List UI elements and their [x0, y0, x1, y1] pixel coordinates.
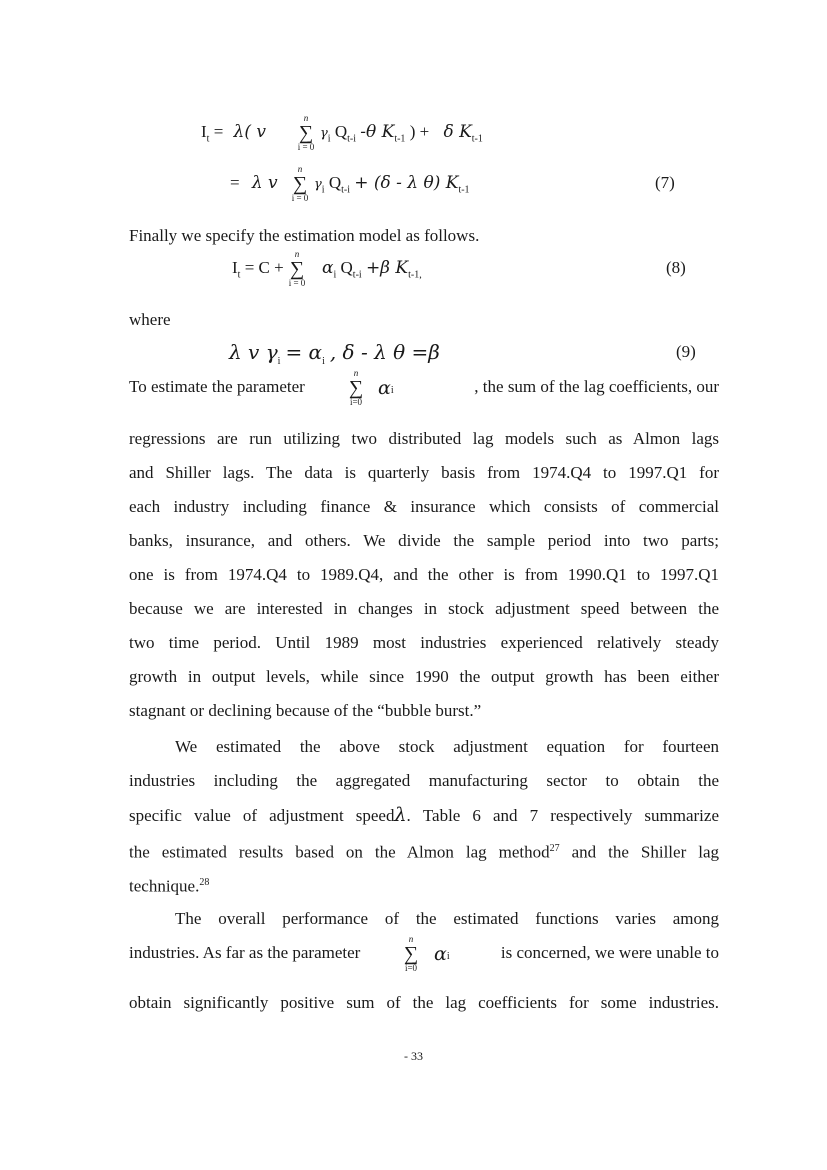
eq6-part3-sub: t-i — [347, 133, 356, 145]
eq9-part1-sub: i — [277, 356, 281, 367]
equation-6-line-1-rest — [320, 122, 483, 144]
para3-sum-symbol: ∑ — [403, 943, 419, 965]
para1-line: each industry including finance & insurance which consists of commercial — [129, 497, 719, 516]
para1-summation — [347, 369, 365, 407]
eq6-part5: ) + — [409, 122, 430, 141]
equation-9 — [229, 340, 440, 367]
para1-line: stagnant or declining because of the “bubble burst.” — [129, 701, 482, 720]
eq7-sum-top: n — [297, 164, 303, 174]
paragraph-1 — [129, 422, 719, 728]
eq8-lhs: I — [232, 258, 238, 277]
eq9-part1: λ v γ — [229, 340, 278, 364]
footnote-28: 28 — [199, 877, 210, 888]
eq8-part2-sub: i — [333, 269, 337, 281]
eq7-equals: = — [230, 173, 240, 192]
eq9-part2-sub: i — [322, 356, 325, 367]
eq6-part2-sub: i — [327, 133, 331, 145]
paragraph-2 — [129, 730, 719, 900]
equation-8-number: (8) — [666, 258, 686, 277]
eq7-part4: + (δ - λ θ) K — [354, 173, 459, 193]
eq6-part2: γ — [320, 126, 328, 141]
equation-7 — [230, 173, 278, 193]
para1-line: two time period. Until 1989 most industries experienced relatively steady — [129, 633, 719, 652]
para3-line-3: obtain significantly positive sum of the lag coefficients for some industries. — [129, 993, 719, 1012]
eq6-part3: Q — [334, 122, 348, 141]
para2-line-4 — [129, 832, 719, 866]
para1-line: and Shiller lags. The data is quarterly basis from 1974.Q4 to 1997.Q1 for — [129, 463, 719, 482]
eq6-sum-symbol: ∑ — [298, 122, 314, 144]
eq8-part3: Q — [340, 258, 353, 277]
eq8-part1: = C + — [244, 258, 284, 277]
para2-line-4a: the estimated results based on the Almon lag method — [129, 842, 550, 862]
para2-line-3b: . Table 6 and 7 respectively summarize — [406, 806, 719, 825]
equation-7-number: (7) — [655, 173, 675, 192]
para1-line: because we are interested in changes in stock adjustment speed between the — [129, 599, 719, 618]
para2-line-5 — [129, 866, 719, 900]
eq6-sum-top: n — [303, 113, 309, 123]
footnote-27: 27 — [549, 843, 560, 854]
eq7-summation — [291, 165, 309, 203]
para3-sum-bottom: i=0 — [404, 963, 418, 973]
para1-alpha-sub: i — [390, 385, 394, 396]
eq8-sum-bottom: i = 0 — [288, 278, 306, 288]
eq8-part3-sub: t-i — [352, 269, 362, 281]
para3-summation — [402, 935, 420, 973]
para2-line-3 — [129, 798, 719, 832]
eq7-part2-sub: i — [321, 184, 325, 196]
text-where: where — [129, 310, 171, 329]
eq6-part4-sub: t-1 — [394, 133, 406, 145]
paragraph-3 — [129, 902, 719, 936]
para3-line-2-rest — [434, 943, 719, 965]
eq6-part6: δ K — [443, 122, 472, 142]
para1-sum-symbol: ∑ — [348, 377, 364, 399]
eq6-sum-bottom: i = 0 — [297, 142, 315, 152]
eq8-part2: α — [322, 258, 334, 278]
eq8-part4-sub: t-1, — [408, 269, 422, 281]
para2-line-4b: and the Shiller lag — [559, 842, 719, 862]
para1-sum-bottom: i=0 — [349, 397, 363, 407]
para3-alpha-sub: i — [446, 951, 450, 962]
para3-alpha: α — [434, 943, 447, 965]
para3-sum-top: n — [408, 934, 414, 944]
equation-8-rest — [322, 258, 422, 280]
eq8-lhs-sub: t — [237, 269, 241, 281]
paragraph-3-end — [129, 986, 719, 1020]
para2-lambda: λ — [394, 804, 407, 826]
para3-line-2b: is concerned, we were unable to — [500, 943, 719, 962]
para1-line-1b — [378, 377, 719, 399]
page-number: - 33 — [404, 1049, 423, 1063]
text-finally: Finally we specify the estimation model as follows. — [129, 226, 480, 245]
equation-6-line-1 — [201, 122, 266, 144]
equation-7-rest — [314, 173, 470, 195]
eq8-part4: +β K — [365, 258, 409, 278]
equation-9-number: (9) — [676, 342, 696, 361]
eq8-sum-top: n — [294, 249, 300, 259]
para1-line-1-rest: , the sum of the lag coefficients, our — [474, 377, 719, 396]
eq6-summation — [297, 114, 315, 152]
equation-8 — [232, 258, 284, 280]
eq6-lhs: I — [201, 122, 207, 141]
para2-line-1: We estimated the above stock adjustment equation for fourteen — [175, 737, 719, 756]
eq8-sum-symbol: ∑ — [289, 258, 305, 280]
eq7-sum-bottom: i = 0 — [291, 193, 309, 203]
eq6-part6-sub: t-1 — [471, 133, 483, 145]
para1-line-1a: To estimate the parameter — [129, 377, 305, 396]
eq7-part4-sub: t-1 — [458, 184, 470, 196]
eq8-summation — [288, 250, 306, 288]
para2-line-2: industries including the aggregated manufacturing sector to obtain the — [129, 771, 719, 790]
eq6-part1: λ( v — [233, 122, 266, 142]
para1-line: banks, insurance, and others. We divide the sample period into two parts; — [129, 531, 719, 550]
eq7-part1: λ v — [251, 173, 278, 193]
para1-alpha: α — [378, 377, 391, 399]
para2-line-3a: specific value of adjustment speed — [129, 806, 395, 825]
eq7-part3: Q — [328, 173, 342, 192]
para1-line: one is from 1974.Q4 to 1989.Q4, and the other is from 1990.Q1 to 1997.Q1 — [129, 565, 719, 584]
para1-line: regressions are run utilizing two distributed lag models such as Almon lags — [129, 429, 719, 448]
para1-line: growth in output levels, while since 1990 the output growth has been either — [129, 667, 719, 686]
eq7-part2: γ — [314, 177, 322, 192]
eq6-lhs-sub: t — [206, 133, 210, 145]
eq9-part2: = α — [285, 340, 323, 364]
eq6-equals: = — [213, 122, 224, 141]
eq9-part3: , δ - λ θ =β — [329, 340, 440, 364]
para1-sum-top: n — [353, 368, 359, 378]
para3-line-1: The overall performance of the estimated functions varies among — [175, 909, 719, 928]
eq7-sum-symbol: ∑ — [292, 173, 308, 195]
para2-line-5a: technique. — [129, 876, 200, 896]
para3-line-2a: industries. As far as the parameter — [129, 943, 361, 962]
eq7-part3-sub: t-i — [341, 184, 350, 196]
eq6-part4: -θ K — [360, 122, 395, 142]
